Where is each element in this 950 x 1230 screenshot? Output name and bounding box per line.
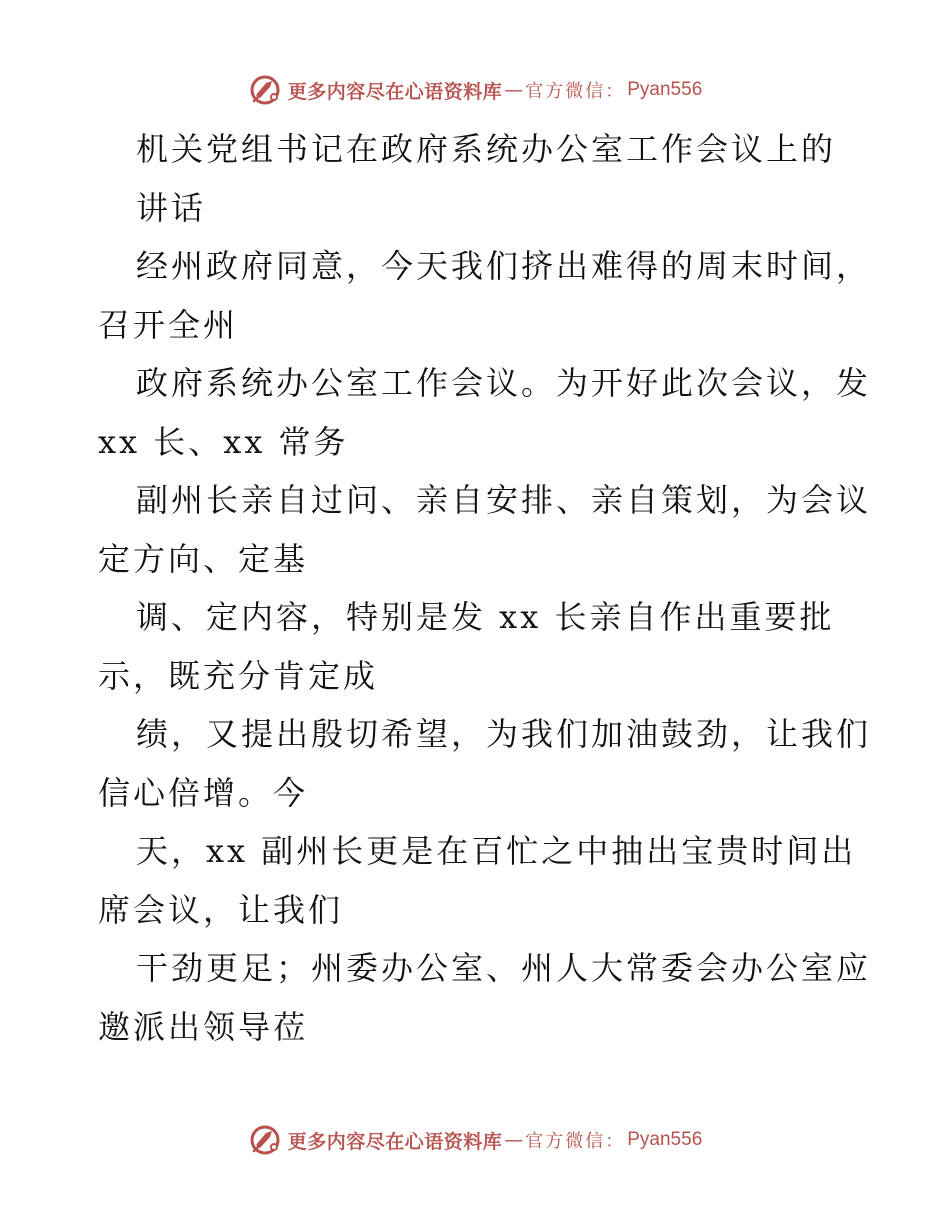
- text-line: 机关党组书记在政府系统办公室工作会议上的: [136, 130, 837, 168]
- text-line: 定方向、定基: [98, 539, 309, 578]
- banner-dash: —: [504, 79, 524, 101]
- banner-wechat-id: Pyan556: [627, 79, 703, 100]
- text-line: 副州长亲自过问、亲自安排、亲自策划，为会议: [136, 481, 872, 519]
- text-line: 示，既充分肯定成: [98, 656, 379, 695]
- document-body: [98, 120, 872, 1056]
- banner-wechat-id: Pyan556: [627, 1129, 703, 1150]
- banner-dash: —: [504, 1129, 524, 1151]
- banner-text: 更多内容尽在心语资料库: [287, 80, 503, 103]
- text-line: 天，xx 副州长更是在百忙之中抽出宝贵时间出: [136, 832, 857, 870]
- text-line: 干劲更足；州委办公室、州人大常委会办公室应: [136, 949, 872, 987]
- text-line: 讲话: [136, 188, 207, 227]
- text-line: 政府系统办公室工作会议。为开好此次会议，发: [136, 364, 872, 402]
- text-line: xx 长、xx 常务: [98, 422, 349, 461]
- banner-wechat-label: 官方微信：: [525, 81, 626, 102]
- text-line: 信心倍增。今: [98, 773, 309, 812]
- header-watermark-banner: [0, 72, 950, 108]
- text-line: 召开全州: [98, 305, 239, 344]
- quill-logo-icon: [248, 73, 282, 107]
- text-line: 调、定内容，特别是发 xx 长亲自作出重要批: [136, 598, 835, 636]
- banner-wechat-label: 官方微信：: [525, 1131, 626, 1152]
- footer-watermark-banner: [0, 1122, 950, 1158]
- text-line: 绩，又提出殷切希望，为我们加油鼓劲，让我们: [136, 715, 872, 753]
- quill-logo-icon: [248, 1123, 282, 1157]
- text-line: 邀派出领导莅: [98, 1007, 309, 1046]
- text-line: 席会议，让我们: [98, 890, 344, 929]
- text-line: 经州政府同意，今天我们挤出难得的周末时间，: [136, 247, 872, 285]
- banner-text: 更多内容尽在心语资料库: [287, 1130, 503, 1153]
